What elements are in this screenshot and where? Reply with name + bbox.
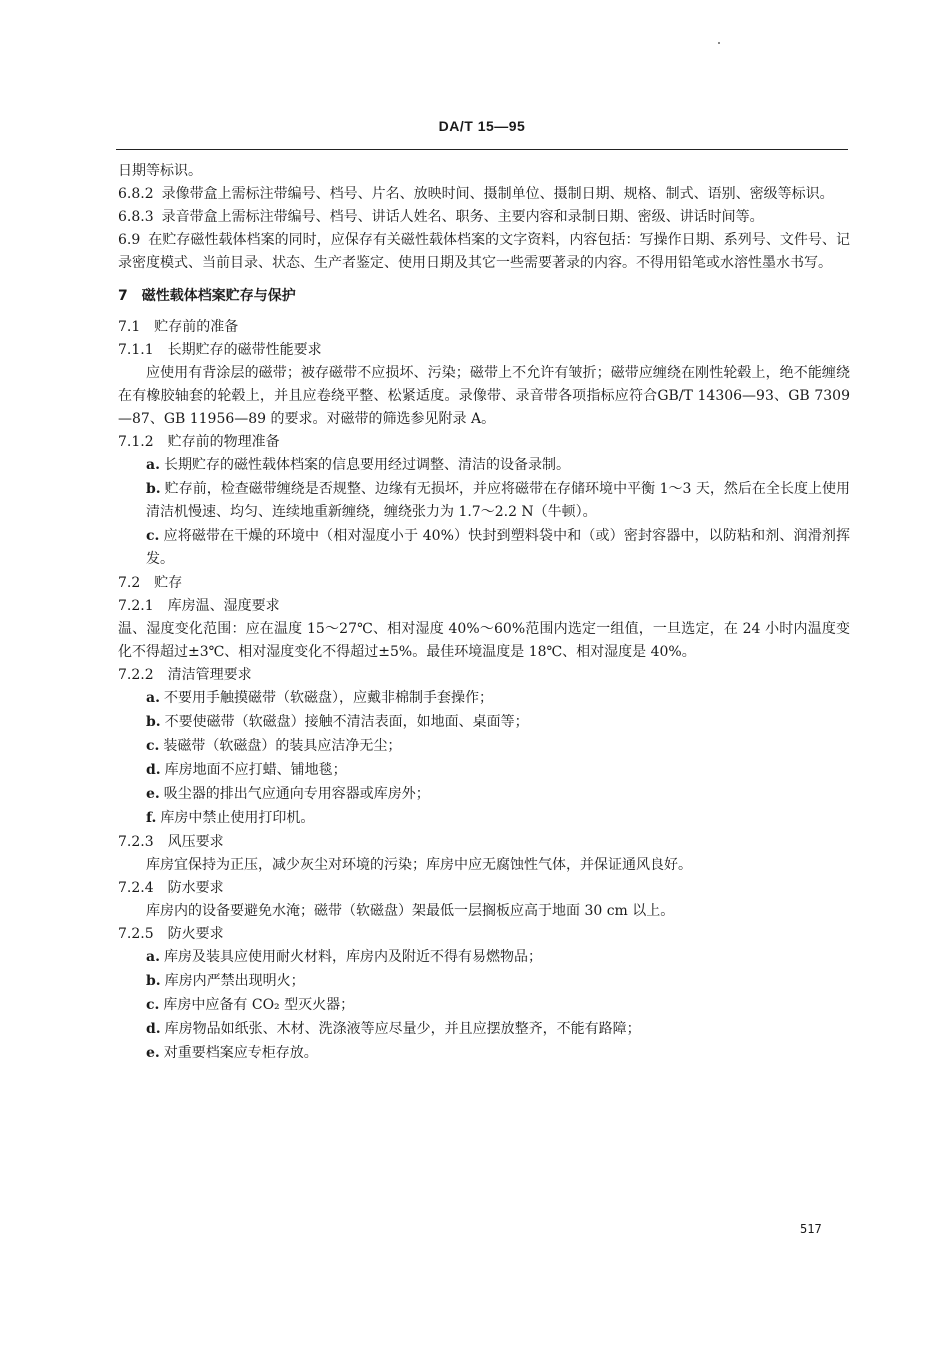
item-text: 贮存前，检查磁带缠绕是否规整、边缘有无损坏，并应将磁带在存储环境中平衡 1～3 天，然后在全长度上使用清洁机慢速、均匀、连续地重新缠绕，缠绕张力为 1.7～2.2 N（牛顿）。 xyxy=(146,481,850,520)
item-label: f. xyxy=(146,810,157,826)
item-text: 不要用手触摸磁带（软磁盘），应戴非棉制手套操作； xyxy=(163,690,493,706)
clause-7-1-1-text: 应使用有背涂层的磁带；被存磁带不应损坏、污染；磁带上不允许有皱折；磁带应缠绕在刚性轮毂上，绝不能缠绕在有橡胶轴套的轮毂上，并且应卷绕平整、松紧适度。录像带、录音带各项指标应符合GB/T 14306—93、GB 7309—87、GB 11956—89 的要求。对磁带的筛选参见附录 A。 xyxy=(118,365,850,427)
item-text: 应将磁带在干燥的环境中（相对湿度小于 40%）快封到塑料袋中和（或）密封容器中，以防粘和剂、润滑剂挥发。 xyxy=(146,528,850,567)
item-text: 库房及装具应使用耐火材料，库房内及附近不得有易燃物品； xyxy=(163,949,542,965)
item-text: 不要使磁带（软磁盘）接触不清洁表面，如地面、桌面等； xyxy=(164,714,529,730)
list-item xyxy=(146,759,850,782)
list-item xyxy=(146,1042,850,1065)
item-text: 装磁带（软磁盘）的装具应洁净无尘； xyxy=(163,738,402,754)
item-label: c. xyxy=(146,738,160,754)
item-text: 对重要档案应专柜存放。 xyxy=(163,1045,318,1061)
list-item xyxy=(146,946,850,969)
item-label: b. xyxy=(146,973,161,989)
clause-7-1-2-list xyxy=(118,454,850,571)
item-label: b. xyxy=(146,714,161,730)
document-body xyxy=(118,160,850,1066)
item-text: 库房中禁止使用打印机。 xyxy=(160,810,315,826)
item-label: a. xyxy=(146,949,160,965)
clause-7-2-2: 7.2.2 清洁管理要求 xyxy=(118,667,252,683)
clause-text: 录音带盒上需标注带编号、档号、讲话人姓名、职务、主要内容和录制日期、密级、讲话时间等。 xyxy=(161,209,764,225)
list-item xyxy=(146,807,850,830)
list-item xyxy=(146,687,850,710)
section-7-heading: 7 磁性载体档案贮存与保护 xyxy=(118,288,296,304)
clause-7-1-1: 7.1.1 长期贮存的磁带性能要求 xyxy=(118,342,322,358)
list-item xyxy=(146,1018,850,1041)
clause-7-1: 7.1 贮存前的准备 xyxy=(118,319,239,335)
item-text: 库房中应备有 CO₂ 型灭火器； xyxy=(163,997,355,1013)
clause-7-2-1: 7.2.1 库房温、湿度要求 xyxy=(118,598,280,614)
clause-6-8-2 xyxy=(118,183,850,206)
clause-text: 录像带盒上需标注带编号、档号、片名、放映时间、摄制单位、摄制日期、规格、制式、语别、密级等标识。 xyxy=(161,186,834,202)
clause-7-2-5-list xyxy=(118,946,850,1065)
paragraph-continuation xyxy=(118,160,850,183)
clause-6-8-3 xyxy=(118,206,850,229)
list-item xyxy=(146,711,850,734)
list-item xyxy=(146,970,850,993)
list-item xyxy=(146,735,850,758)
clause-7-2: 7.2 贮存 xyxy=(118,575,183,591)
list-item xyxy=(146,994,850,1017)
clause-7-2-4: 7.2.4 防水要求 xyxy=(118,880,224,896)
scan-speck xyxy=(718,42,720,44)
item-text: 库房内严禁出现明火； xyxy=(164,973,305,989)
item-label: a. xyxy=(146,457,160,473)
list-item xyxy=(146,478,850,524)
clause-7-2-4-text: 库房内的设备要避免水淹；磁带（软磁盘）架最低一层搁板应高于地面 30 cm 以上。 xyxy=(146,903,675,919)
clause-7-2-3: 7.2.3 风压要求 xyxy=(118,834,224,850)
clause-7-2-5: 7.2.5 防火要求 xyxy=(118,926,224,942)
item-label: b. xyxy=(146,481,161,497)
item-label: e. xyxy=(146,786,160,802)
page-number: 517 xyxy=(800,1222,822,1236)
item-label: c. xyxy=(146,997,160,1013)
header-rule xyxy=(116,149,848,150)
item-text: 库房地面不应打蜡、铺地毯； xyxy=(164,762,347,778)
list-item xyxy=(146,783,850,806)
clause-7-2-2-list xyxy=(118,687,850,830)
item-label: c. xyxy=(146,528,160,544)
item-text: 库房物品如纸张、木材、洗涤液等应尽量少，并且应摆放整齐，不能有路障； xyxy=(164,1021,641,1037)
clause-7-2-1-text: 温、湿度变化范围：应在温度 15～27℃、相对湿度 40%～60%范围内选定一组值，一旦选定，在 24 小时内温度变化不得超过±3℃、相对湿度变化不得超过±5%。最佳环境温度是 18℃、相对湿度是 40%。 xyxy=(118,621,850,660)
item-text: 长期贮存的磁性载体档案的信息要用经过调整、清洁的设备录制。 xyxy=(163,457,570,473)
clause-number: 6.9 xyxy=(118,232,141,248)
item-text: 吸尘器的排出气应通向专用容器或库房外； xyxy=(163,786,430,802)
item-label: d. xyxy=(146,762,161,778)
item-label: e. xyxy=(146,1045,160,1061)
list-item xyxy=(146,525,850,571)
clause-7-2-3-text: 库房宜保持为正压，减少灰尘对环境的污染；库房中应无腐蚀性气体，并保证通风良好。 xyxy=(146,857,692,873)
clause-6-9 xyxy=(118,229,850,275)
clause-text: 在贮存磁性载体档案的同时，应保存有关磁性载体档案的文字资料，内容包括：写操作日期、系列号、文件号、记录密度模式、当前目录、状态、生产者鉴定、使用日期及其它一些需要著录的内容。不得用铅笔或水溶性墨水书写。 xyxy=(118,232,850,271)
list-item xyxy=(146,454,850,477)
clause-number: 6.8.2 xyxy=(118,186,154,202)
page-header: DA/T 15—95 xyxy=(438,118,526,134)
item-label: a. xyxy=(146,690,160,706)
clause-7-1-2: 7.1.2 贮存前的物理准备 xyxy=(118,434,280,450)
clause-number: 6.8.3 xyxy=(118,209,154,225)
paragraph-text: 日期等标识。 xyxy=(118,163,202,179)
item-label: d. xyxy=(146,1021,161,1037)
